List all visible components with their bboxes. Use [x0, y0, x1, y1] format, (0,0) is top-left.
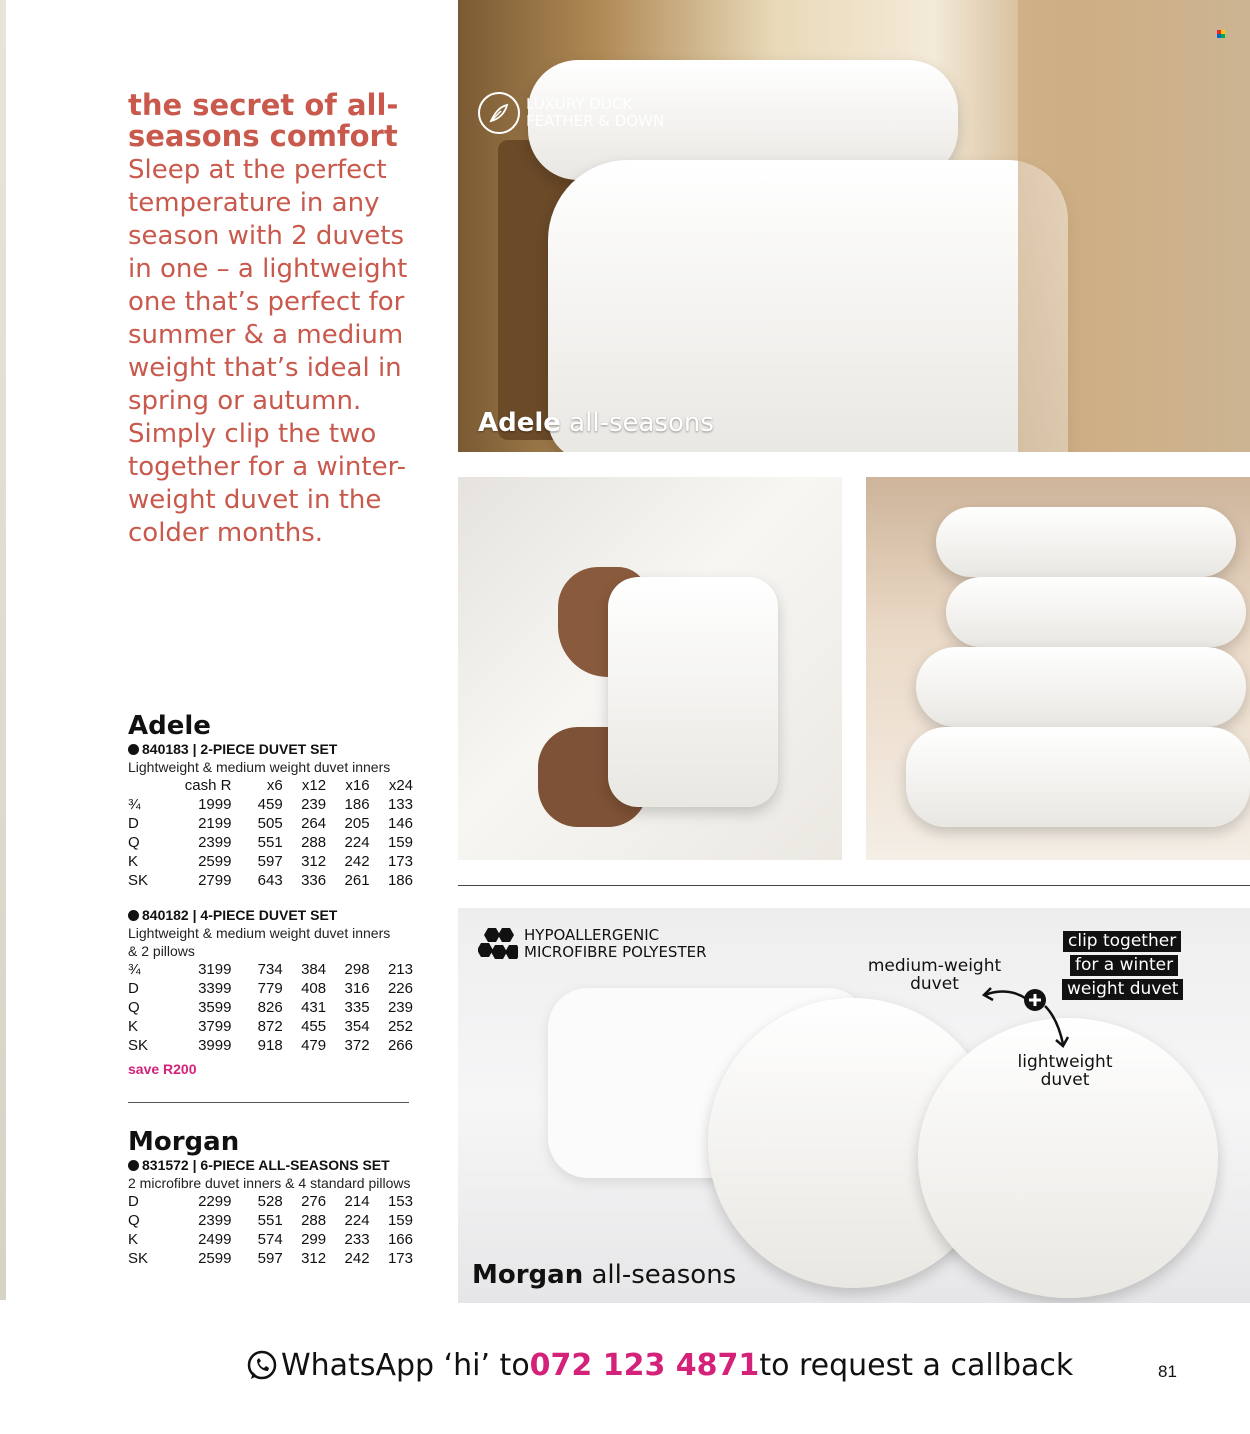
footer-cta [245, 1348, 1073, 1383]
duvet-corner-shape [608, 577, 778, 807]
medium-weight-label: medium-weight duvet [867, 956, 1002, 994]
headline-block [128, 90, 428, 550]
photo-pillow-stack [866, 477, 1250, 860]
table-row: SK 2799 643 336 261 186 [128, 872, 413, 889]
price-table [128, 1192, 413, 1268]
table-row: K 2599 597 312 242 173 [128, 853, 413, 870]
whatsapp-icon [245, 1349, 279, 1383]
code-dot-icon [128, 1160, 139, 1171]
product-name: Adele [128, 711, 211, 741]
code-dot-icon [128, 744, 139, 755]
lightweight-label: lightweight duvet [1017, 1052, 1113, 1090]
table-row: D 2199 505 264 205 146 [128, 815, 413, 832]
curtain-shape [1018, 0, 1250, 452]
product-description: 2 microfibre duvet inners & 4 standard pillows [128, 1175, 411, 1191]
price-header-row: cash R x6 x12 x16 x24 [184, 777, 413, 794]
colour-swatch-mark [1217, 30, 1225, 38]
product-adele [128, 712, 413, 1077]
table-row: Q 2399 551 288 224 159 [128, 834, 413, 851]
clip-label-line: clip together [1063, 931, 1181, 952]
product-morgan [128, 1128, 413, 1268]
price-table [128, 776, 413, 890]
photo-adele-duvet-chair [458, 0, 1250, 452]
page-edge-strip [0, 0, 6, 1300]
table-row: SK 2599 597 312 242 173 [128, 1250, 413, 1267]
save-label: save R200 [128, 1061, 197, 1077]
clip-label-line: weight duvet [1062, 979, 1183, 1000]
arrows-diagram [975, 980, 1085, 1055]
pillow-shape [936, 507, 1236, 577]
product-description: Lightweight & medium weight duvet inners & 2 pillows [128, 925, 391, 959]
footer-text-after: to request a callback [759, 1348, 1074, 1383]
product-code: 831572 | 6-PIECE ALL-SEASONS SET [128, 1156, 413, 1174]
arrow-to-light [1045, 1006, 1063, 1044]
table-row: Q 2399 551 288 224 159 [128, 1212, 413, 1229]
code-dot-icon [128, 910, 139, 921]
table-row: SK 3999 918 479 372 266 [128, 1037, 413, 1054]
product-code: 840182 | 4-PIECE DUVET SET [128, 906, 413, 924]
table-row: K 3799 872 455 354 252 [128, 1018, 413, 1035]
photo-hands-clipping [458, 477, 842, 860]
badge-text: HYPOALLERGENIC MICROFIBRE POLYESTER [524, 926, 707, 961]
headline-body: Sleep at the perfect temperature in any season with 2 duvets in one – a lightweight one that’s perfect for summer & a medium weight that’s ideal in spring or autumn. Simply clip the two together for a winter-weight duvet in the colder months. [128, 155, 408, 548]
product-description: Lightweight & medium weight duvet inners [128, 759, 391, 775]
feature-badge-microfibre [478, 926, 707, 962]
photo-caption-morgan: Morgan all-seasons [472, 1260, 737, 1290]
feature-badge-feather [478, 92, 664, 134]
table-row: D 3399 779 408 316 226 [128, 980, 413, 997]
footer-text-before: WhatsApp ‘hi’ to [281, 1348, 530, 1383]
price-table [128, 960, 413, 1055]
table-row: Q 3599 826 431 335 239 [128, 999, 413, 1016]
photo-caption-adele: Adele all-seasons [478, 408, 714, 438]
product-code: 840183 | 2-PIECE DUVET SET [128, 740, 413, 758]
table-row: ¾ 1999 459 239 186 133 [128, 796, 413, 813]
section-divider [458, 885, 1250, 886]
duvet-fold-shape [916, 647, 1246, 727]
pillow-shape [946, 577, 1246, 647]
clip-label-line: for a winter [1070, 955, 1178, 976]
feather-icon [478, 92, 520, 134]
table-row: K 2499 574 299 233 166 [128, 1231, 413, 1248]
footer-phone-number[interactable]: 072 123 4871 [529, 1348, 760, 1383]
duvet-fold-shape [906, 727, 1250, 827]
hexagon-cluster-icon [478, 926, 518, 962]
headline-title: the secret of all-seasons comfort [128, 88, 399, 153]
arrow-to-medium [985, 992, 1025, 998]
table-row: ¾ 3199 734 384 298 213 [128, 961, 413, 978]
table-row: D 2299 528 276 214 153 [128, 1193, 413, 1210]
section-divider [128, 1102, 409, 1103]
badge-text: LUXURY DUCK FEATHER & DOWN [526, 95, 665, 130]
page-number: 81 [1158, 1362, 1177, 1381]
product-name: Morgan [128, 1127, 240, 1157]
